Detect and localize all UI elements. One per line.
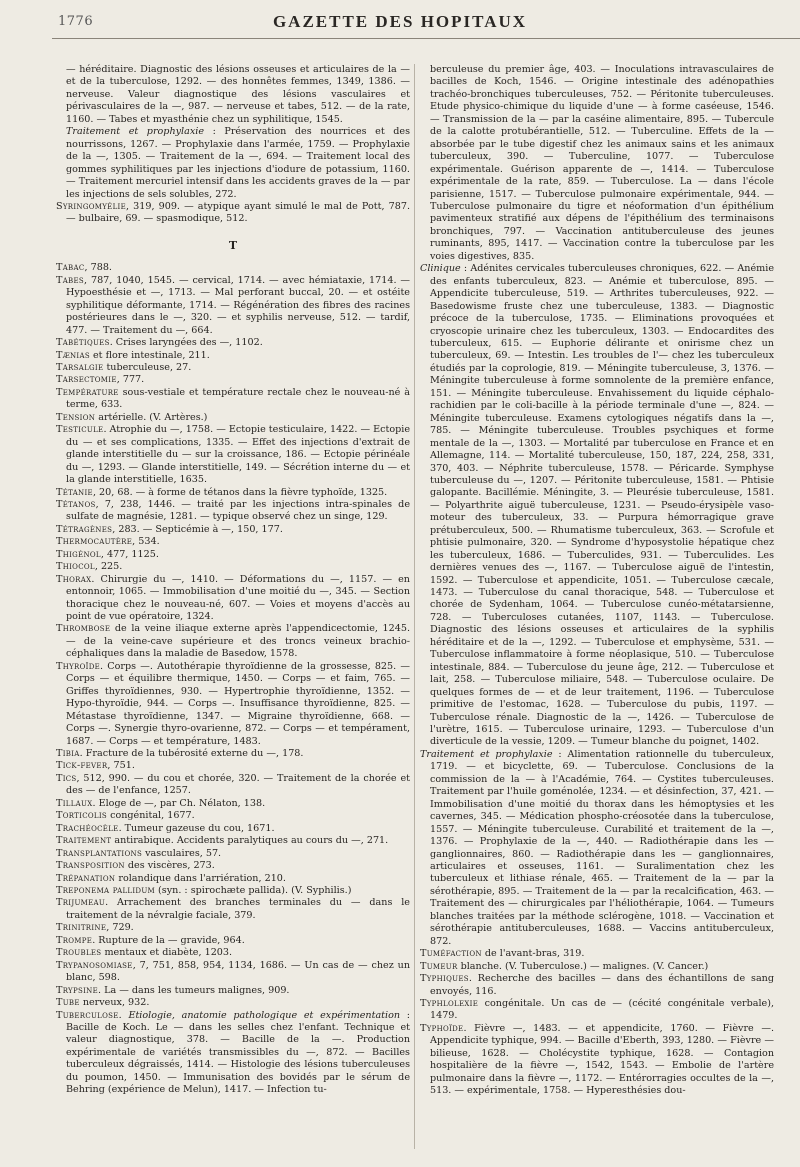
index-entry: Tuméfaction de l'avant-bras, 319.	[420, 948, 585, 960]
index-entry: Tibia. Fracture de la tubérosité externe du —, 178.	[56, 748, 304, 760]
index-entry: Tarsectomie, 777.	[56, 374, 145, 386]
index-entry: Trompe. Rupture de la — gravide, 964.	[56, 934, 245, 946]
index-entry: Tube nerveux, 932.	[56, 997, 150, 1009]
index-entry: Trijumeau. Arrachement des branches terminales du — dans le traitement de la névralgie faciale, 379.	[56, 897, 410, 921]
index-entry: Thermocautère, 534.	[56, 536, 160, 548]
index-entry: Typhlolexie congénitale. Un cas de — (cécité congénitale verbale), 1479.	[420, 997, 774, 1022]
index-entry: Tabac, 788.	[56, 262, 112, 274]
header-rule	[52, 38, 800, 39]
index-entry: Température sous-vestiale et température rectale chez le nouveau-né à terme, 633.	[56, 386, 410, 411]
index-entry: Trépanation rolandique dans l'arriération, 210.	[56, 872, 286, 884]
index-entry: Trypanosomiase, 7, 751, 858, 954, 1134, 1686. — Un cas de — chez un blanc, 598.	[56, 959, 410, 984]
index-entry: Syringomyélie, 319, 909. — atypique ayant simulé le mal de Pott, 787. — bulbaire, 69. — spasmodique, 512.	[56, 200, 410, 225]
index-entry: Tétragènes, 283. — Septicémie à —, 150, 177.	[56, 523, 283, 535]
journal-title: GAZETTE DES HOPITAUX	[272, 12, 528, 31]
index-entry: Thrombose de la veine iliaque externe après l'appendicectomie, 1245. — de la veine-cave supérieure et des troncs veineux brachio-céphaliques dans la maladie de Basedow, 1578.	[56, 623, 410, 660]
index-entry: Traitement antirabique. Accidents paralytiques au cours du —, 271.	[56, 835, 389, 847]
index-entry: Torticolis congénital, 1677.	[56, 810, 195, 822]
index-entry: Treponema pallidum (syn. : spirochæte pallida). (V. Syphilis.)	[56, 885, 352, 896]
index-entry: Testicule. Atrophie du —, 1758. — Ectopie testiculaire, 1422. — Ectopie du — et ses complications, 1335. — Effet des injections d'extrait de glande interstitielle du — sur la croissance, 186. — Ectopie périnéale du —, 1293. — Glande interstitielle, 149. — Sécrétion interne du — et la glande interstitielle, 1635.	[56, 424, 410, 486]
index-entry: Tarsalgie tuberculeuse, 27.	[56, 361, 192, 373]
index-entry: Traitement et prophylaxie : Préservation des nourrices et des nourrissons, 1267. — Prophylaxie dans l'armée, 1759. — Prophylaxie de la —, 1305. — Traitement de la —, 694. — Traitement local des gommes syphilitiques par les injections d'iodure de potassium, 1160. — Traitement mercuriel intensif dans les accidents graves de la — par les injections de sels solubles, 272.	[66, 126, 410, 200]
index-entry: Thiocol, 225.	[56, 561, 123, 573]
index-entry: Traitement et prophylaxie : Alimentation rationnelle du tuberculeux, 1719. — et bicyclette, 69. — Tuberculose. Conclusions de la commission de la — à l'Académie, 764. — Cystites tuberculeuses. Traitement par l'huile goménolée, 1234. — et désinfection, 37, 421. — Immobilisation d'une moitié du thorax dans les hémoptysies et les cavernes, 345. — Médication phospho-créosotée dans la tuberculose, 1557. — Méningite tuberculeuse. Curabilité et traitement de la —, 1376. — Prophylaxie de la —, 440. — Radiothérapie dans les — ganglionnaires, 860. — Radiothérapie dans les — ganglionnaires, articulaires et osseuses, 1161. — Suralimentation chez les tuberculeux et lithiase rénale, 465. — Traitement de la — par la sérothérapie, 895. — Traitement de la — par la recalcification, 463. — Traitement des — chirurgicales par l'héliothérapie, 1064. — Tumeurs blanches traitées par la méthode sclérogène, 1018. — Vaccination et sérothérapie antituberculeuses, 1688. — Vaccins antituberculeux, 872.	[420, 748, 774, 947]
page-number: 1776	[58, 14, 94, 29]
column-divider	[414, 64, 415, 1149]
index-column-right	[420, 64, 774, 1154]
index-entry: Tics, 512, 990. — du cou et chorée, 320. — Traitement de la chorée et des — de l'enfance, 1257.	[56, 772, 410, 797]
index-entry: Tænias et flore intestinale, 211.	[56, 349, 210, 361]
section-letter: T	[228, 238, 238, 252]
index-entry: — héréditaire. Diagnostic des lésions osseuses et articulaires de la — et de la tuberculose, 1292. — des honnêtes femmes, 1349, 1386. — nerveuse. Valeur diagnostique des lésions vasculaires et périvasculaires de la —, 987. — nerveuse et tabes, 512. — de la rate, 1160. — Tabes et myasthénie chez un syphilitique, 1545.	[66, 64, 410, 125]
index-entry: Typhoïde. Fièvre —, 1483. — et appendicite, 1760. — Fièvre —. Appendicite typhique, 994. — Bacille d'Eberth, 393, 1280. — Fièvre — bilieuse, 1628. — Cholécystite typhique, 1628. — Contagion hospitalière de la fièvre —, 1542, 1543. — Embolie de l'artère pulmonaire dans la fièvre —, 1172. — Entérorragies occultes de la —, 513. — expérimentale, 1758. — Hyperesthésies dou-	[420, 1022, 774, 1097]
index-entry: Tuberculose. Etiologie, anatomie pathologique et expérimentation : Bacille de Koch. Le — dans les selles chez l'enfant. Technique et valeur diagnostique, 378. — Bacille de la —. Production expérimentale de variétés transmissibles du —, 872. — Bacilles tuberculeux dégraissés, 1414. — Histologie des lésions tuberculeuses du poumon, 1450. — Immunisation des bovidés par le sérum de Behring (expérience de Melun), 1417. — Infection tu-	[56, 1009, 410, 1096]
index-entry: Tabétiques. Crises laryngées des —, 1102.	[56, 337, 263, 349]
index-entry: Tumeur blanche. (V. Tuberculose.) — malignes. (V. Cancer.)	[420, 960, 709, 972]
index-entry: Trypsine. La — dans les tumeurs malignes, 909.	[56, 984, 290, 996]
index-column-left	[56, 64, 410, 1154]
index-entry: Tétanos, 7, 238, 1446. — traité par les injections intra-spinales de sulfate de magnésie, 1281. — typique observé chez un singe, 129.	[56, 498, 410, 523]
index-entry: Tick-fever, 751.	[56, 760, 135, 772]
index-entry: Thorax. Chirurgie du —, 1410. — Déformations du —, 1157. — en entonnoir, 1065. — Immobilisation d'une moitié du —, 345. — Section thoracique chez le nouveau-né, 607. — Voies et moyens d'accès au point de vue opératoire, 1324.	[56, 573, 410, 623]
index-entry: berculeuse du premier âge, 403. — Inoculations intravasculaires de bacilles de Koch, 1546. — Origine intestinale des adénopathies trachéo-bronchiques tuberculeuses, 752. — Péritonite tuberculeuses. Etude physico-chimique du liquide d'une — à forme caséeuse, 1546. — Transmission de la — par la caséine alimentaire, 895. — Tubercule de la calotte protubérantielle, 512. — Tuberculine. Effets de la — absorbée par le tube digestif chez les animaux sains et les animaux tuberculeux, 390. — Tuberculine, 1077. — Tuberculose expérimentale. Guérison apparente de —, 1414. — Tuberculose expérimentale de la rate, 859. — Tuberculose. La — dans l'école parisienne, 1517. — Tuberculose pulmonaire expérimentale, 944. — Tuberculose pulmonaire du tigre et néoformation d'un épithélium pavimenteux stratifié aux dépens de l'épithélium des terminaisons bronchiques, 797. — Vaccination antituberculeuse des jeunes ruminants, 895, 1417. — Vaccination contre la tuberculose par les voies digestives, 835.	[430, 64, 774, 262]
index-entry: Clinique : Adénites cervicales tuberculeuses chroniques, 622. — Anémie des enfants tuberculeux, 823. — Anémie et tuberculose, 895. — Appendicite tuberculeuse, 519. — Arthrites tuberculeuses, 922. — Basedowisme fruste chez une tuberculeuse, 1383. — Diagnostic précoce de la tuberculose, 1735. — Eliminations provoquées et cryoscopie urinaire chez les tuberculeux, 1303. — Endocardites des tuberculeux, 615. — Euphorie délirante et onirisme chez un tuberculeux, 69. — Intestin. Les troubles de l'— chez les tuberculeux étudiés par la coprologie, 819. — Méningite tuberculeuse, 3, 1376. — Méningite tuberculeuse à forme somnolente de la première enfance, 151. — Méningite tuberculeuse. Envahissement du liquide céphalo-rachidien par le coli-bacille à la période terminale d'une —, 824. — Méningite tuberculeuse. Examens cytologiques négatifs dans la —, 785. — Méningite tuberculeuse. Troubles psychiques et forme mentale de la —, 1303. — Mortalité par tuberculose en France et en Allemagne, 114. — Mortalité tuberculeuse, 150, 187, 224, 258, 331, 370, 403. — Néphrite tuberculeuse, 1578. — Péricarde. Symphyse tuberculeuse du —, 1207. — Péritonite tuberculeuse, 1581. — Phtisie galopante. Bacillémie. Méningite, 3. — Pleurésie tuberculeuse, 1581. — Polyarthrite aiguë tuberculeuse, 1231. — Pseudo-érysipèle vaso-moteur des tuberculeux, 33. — Purpura hémorragique grave prétuberculeux, 500. — Rhumatisme tuberculeux, 363. — Scrofule et phtisie pulmonaire, 320. — Syndrome d'hyposystolie hépatique chez les tuberculeux, 1686. — Tuberculides, 931. — Tuberculides. Les dernières venues des —, 1167. — Tuberculose aiguë de l'intestin, 1592. — Tuberculose et appendicite, 1051. — Tuberculose cæcale, 1473. — Tuberculose du canal thoracique, 548. — Tuberculose et chorée de Sydenham, 1064. — Tuberculose cunéo-métatarsienne, 728. — Tuberculoses cutanées, 1107, 1143. — Tuberculose. Diagnostic des lésions osseuses et articulaires de la syphilis héréditaire et de la —, 1292. — Tuberculose et emphysème, 531. — Tuberculose inflammatoire à forme néoplasique, 510. — Tuberculose intestinale, 884. — Tuberculose du jeune âge, 212. — Tuberculose et lait, 258. — Tuberculose miliaire, 548. — Tuberculose oculaire. De quelques formes de — et de leur traitement, 1196. — Tuberculose primitive de l'estomac, 1628. — Tuberculose du pubis, 1197. — Tuberculose rénale. Diagnostic de la —, 1426. — Tuberculose de l'urètre, 1615. — Tuberculose urinaire, 1293. — Tuberculose d'un diverticule de la vessie, 1209. — Tumeur blanche du poignet, 1402.	[420, 263, 774, 748]
index-entry: Thyroïde. Corps —. Autothérapie thyroïdienne de la grossesse, 825. — Corps — et équilibre thermique, 1450. — Corps — et faim, 765. — Griffes thyroïdiennes, 930. — Hypertrophie thyroïdienne, 1352. — Hypo-thyroïdie, 944. — Corps —. Insuffisance thyroïdienne, 825. — Métastase thyroïdienne, 1347. — Migraine thyroïdienne, 668. — Corps —. Synergie thyro-ovarienne, 872. — Corps — et tempérament, 1687. — Corps — et température, 1483.	[56, 660, 410, 747]
index-entry: Thigénol, 477, 1125.	[56, 548, 159, 560]
index-entry: Transposition des viscères, 273.	[56, 860, 215, 872]
index-entry: Tillaux. Eloge de —, par Ch. Nélaton, 138.	[56, 797, 266, 809]
index-entry: Trinitrine, 729.	[56, 922, 134, 934]
index-entry: Typhiques. Recherche des bacilles — dans des échantillons de sang envoyés, 116.	[420, 973, 774, 997]
index-entry: Tétanie, 20, 68. — à forme de tétanos dans la fièvre typhoïde, 1325.	[56, 486, 388, 498]
index-entry: Tension artérielle. (V. Artères.)	[56, 411, 208, 423]
index-entry: Transplantations vasculaires, 57.	[56, 847, 222, 859]
index-entry: Trachéocèle. Tumeur gazeuse du cou, 1671.	[56, 822, 275, 834]
index-entry: Troubles mentaux et diabète, 1203.	[56, 947, 233, 959]
page-header	[0, 0, 800, 42]
index-entry: Tabes, 787, 1040, 1545. — cervical, 1714. — avec hémiataxie, 1714. — Hypoesthésie et —, 1713. — Mal perforant buccal, 20. — et ostéite syphilitique déformante, 1714. — Régénération des fibres des racines postérieures dans le —, 320. — et syphilis nerveuse, 512. — tardif, 477. — Traitement du —, 664.	[56, 274, 410, 336]
